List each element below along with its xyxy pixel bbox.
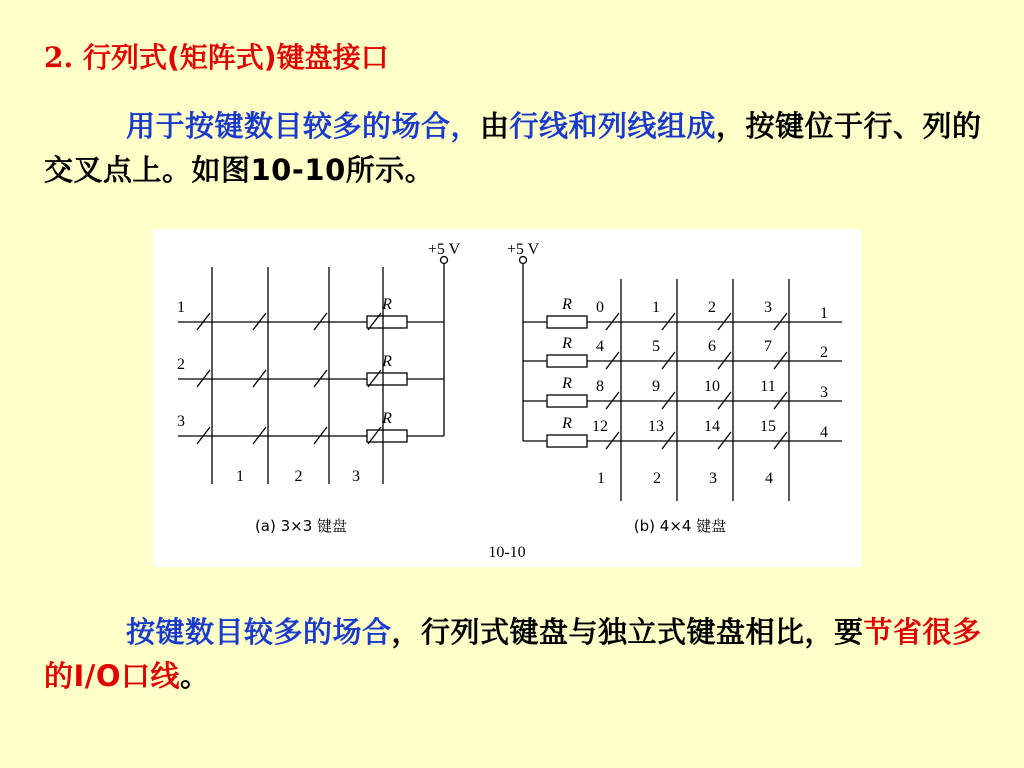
intro-text-rest: ，按键位于行、列的交叉点上。如图10-10所示。 bbox=[44, 109, 982, 187]
b-resistor-1 bbox=[547, 316, 587, 328]
heading-title: 行列式(矩阵式)键盘接口 bbox=[82, 41, 389, 74]
summary-paragraph bbox=[44, 610, 984, 698]
b-resistor-label-2: R bbox=[562, 335, 572, 352]
slide-heading bbox=[44, 36, 389, 76]
a-resistor-label-3: R bbox=[382, 410, 392, 427]
b-key-number-2: 2 bbox=[708, 299, 716, 316]
b-key-number-0: 0 bbox=[596, 299, 604, 316]
b-row-label-2: 2 bbox=[820, 344, 828, 361]
figure-number: 10-10 bbox=[488, 544, 526, 561]
b-row-label-1: 1 bbox=[820, 305, 828, 322]
b-resistor-label-1: R bbox=[562, 296, 572, 313]
summary-text-end: 。 bbox=[180, 659, 210, 693]
a-resistor-1 bbox=[367, 316, 407, 328]
heading-number: 2. bbox=[44, 41, 74, 74]
a-col-label-3: 3 bbox=[352, 468, 360, 485]
summary-highlight-io-lines: 节省很多的I/O口线 bbox=[44, 615, 982, 693]
a-resistor-3 bbox=[367, 430, 407, 442]
b-key-number-14: 14 bbox=[704, 418, 720, 435]
b-key-number-3: 3 bbox=[764, 299, 772, 316]
b-key-number-4: 4 bbox=[596, 338, 604, 355]
b-key-number-7: 7 bbox=[764, 338, 772, 355]
a-row-label-2: 2 bbox=[177, 356, 185, 373]
b-caption: (b) 4×4 键盘 bbox=[633, 517, 727, 535]
b-row-label-3: 3 bbox=[820, 384, 828, 401]
b-col-label-3: 3 bbox=[709, 470, 717, 487]
intro-highlight-lines: 行线和列线组成 bbox=[509, 109, 717, 143]
b-resistor-4 bbox=[547, 435, 587, 447]
b-resistor-label-3: R bbox=[562, 375, 572, 392]
b-key-number-9: 9 bbox=[652, 378, 660, 395]
keyboard-schematic bbox=[153, 229, 861, 567]
a-col-label-1: 1 bbox=[236, 468, 244, 485]
b-key-number-5: 5 bbox=[652, 338, 660, 355]
b-key-number-10: 10 bbox=[704, 378, 720, 395]
b-key-number-6: 6 bbox=[708, 338, 716, 355]
a-row-label-1: 1 bbox=[177, 299, 185, 316]
b-row-label-4: 4 bbox=[820, 424, 828, 441]
b-key-number-1: 1 bbox=[652, 299, 660, 316]
b-key-number-13: 13 bbox=[648, 418, 664, 435]
b-key-number-11: 11 bbox=[760, 378, 776, 395]
b-vcc-label: +5 V bbox=[506, 241, 540, 258]
b-key-number-15: 15 bbox=[760, 418, 776, 435]
keyboard-figure bbox=[153, 229, 861, 567]
a-resistor-label-2: R bbox=[382, 353, 392, 370]
b-resistor-label-4: R bbox=[562, 415, 572, 432]
a-resistor-2 bbox=[367, 373, 407, 385]
a-caption: (a) 3×3 键盘 bbox=[254, 517, 348, 535]
a-vcc-label: +5 V bbox=[427, 241, 461, 258]
intro-highlight-usage: 用于按键数目较多的场合， bbox=[126, 109, 481, 143]
summary-text-compare: ，行列式键盘与独立式键盘相比，要 bbox=[391, 615, 864, 649]
b-col-label-4: 4 bbox=[765, 470, 773, 487]
b-key-number-12: 12 bbox=[592, 418, 608, 435]
b-col-label-1: 1 bbox=[597, 470, 605, 487]
b-key-number-8: 8 bbox=[596, 378, 604, 395]
a-row-label-3: 3 bbox=[177, 413, 185, 430]
b-col-label-2: 2 bbox=[653, 470, 661, 487]
intro-text-by: 由 bbox=[480, 109, 510, 143]
summary-highlight-many-keys: 按键数目较多的场合 bbox=[126, 615, 392, 649]
a-resistor-label-1: R bbox=[382, 296, 392, 313]
b-resistor-2 bbox=[547, 355, 587, 367]
a-col-label-2: 2 bbox=[294, 468, 303, 485]
intro-paragraph bbox=[44, 104, 984, 192]
b-resistor-3 bbox=[547, 395, 587, 407]
